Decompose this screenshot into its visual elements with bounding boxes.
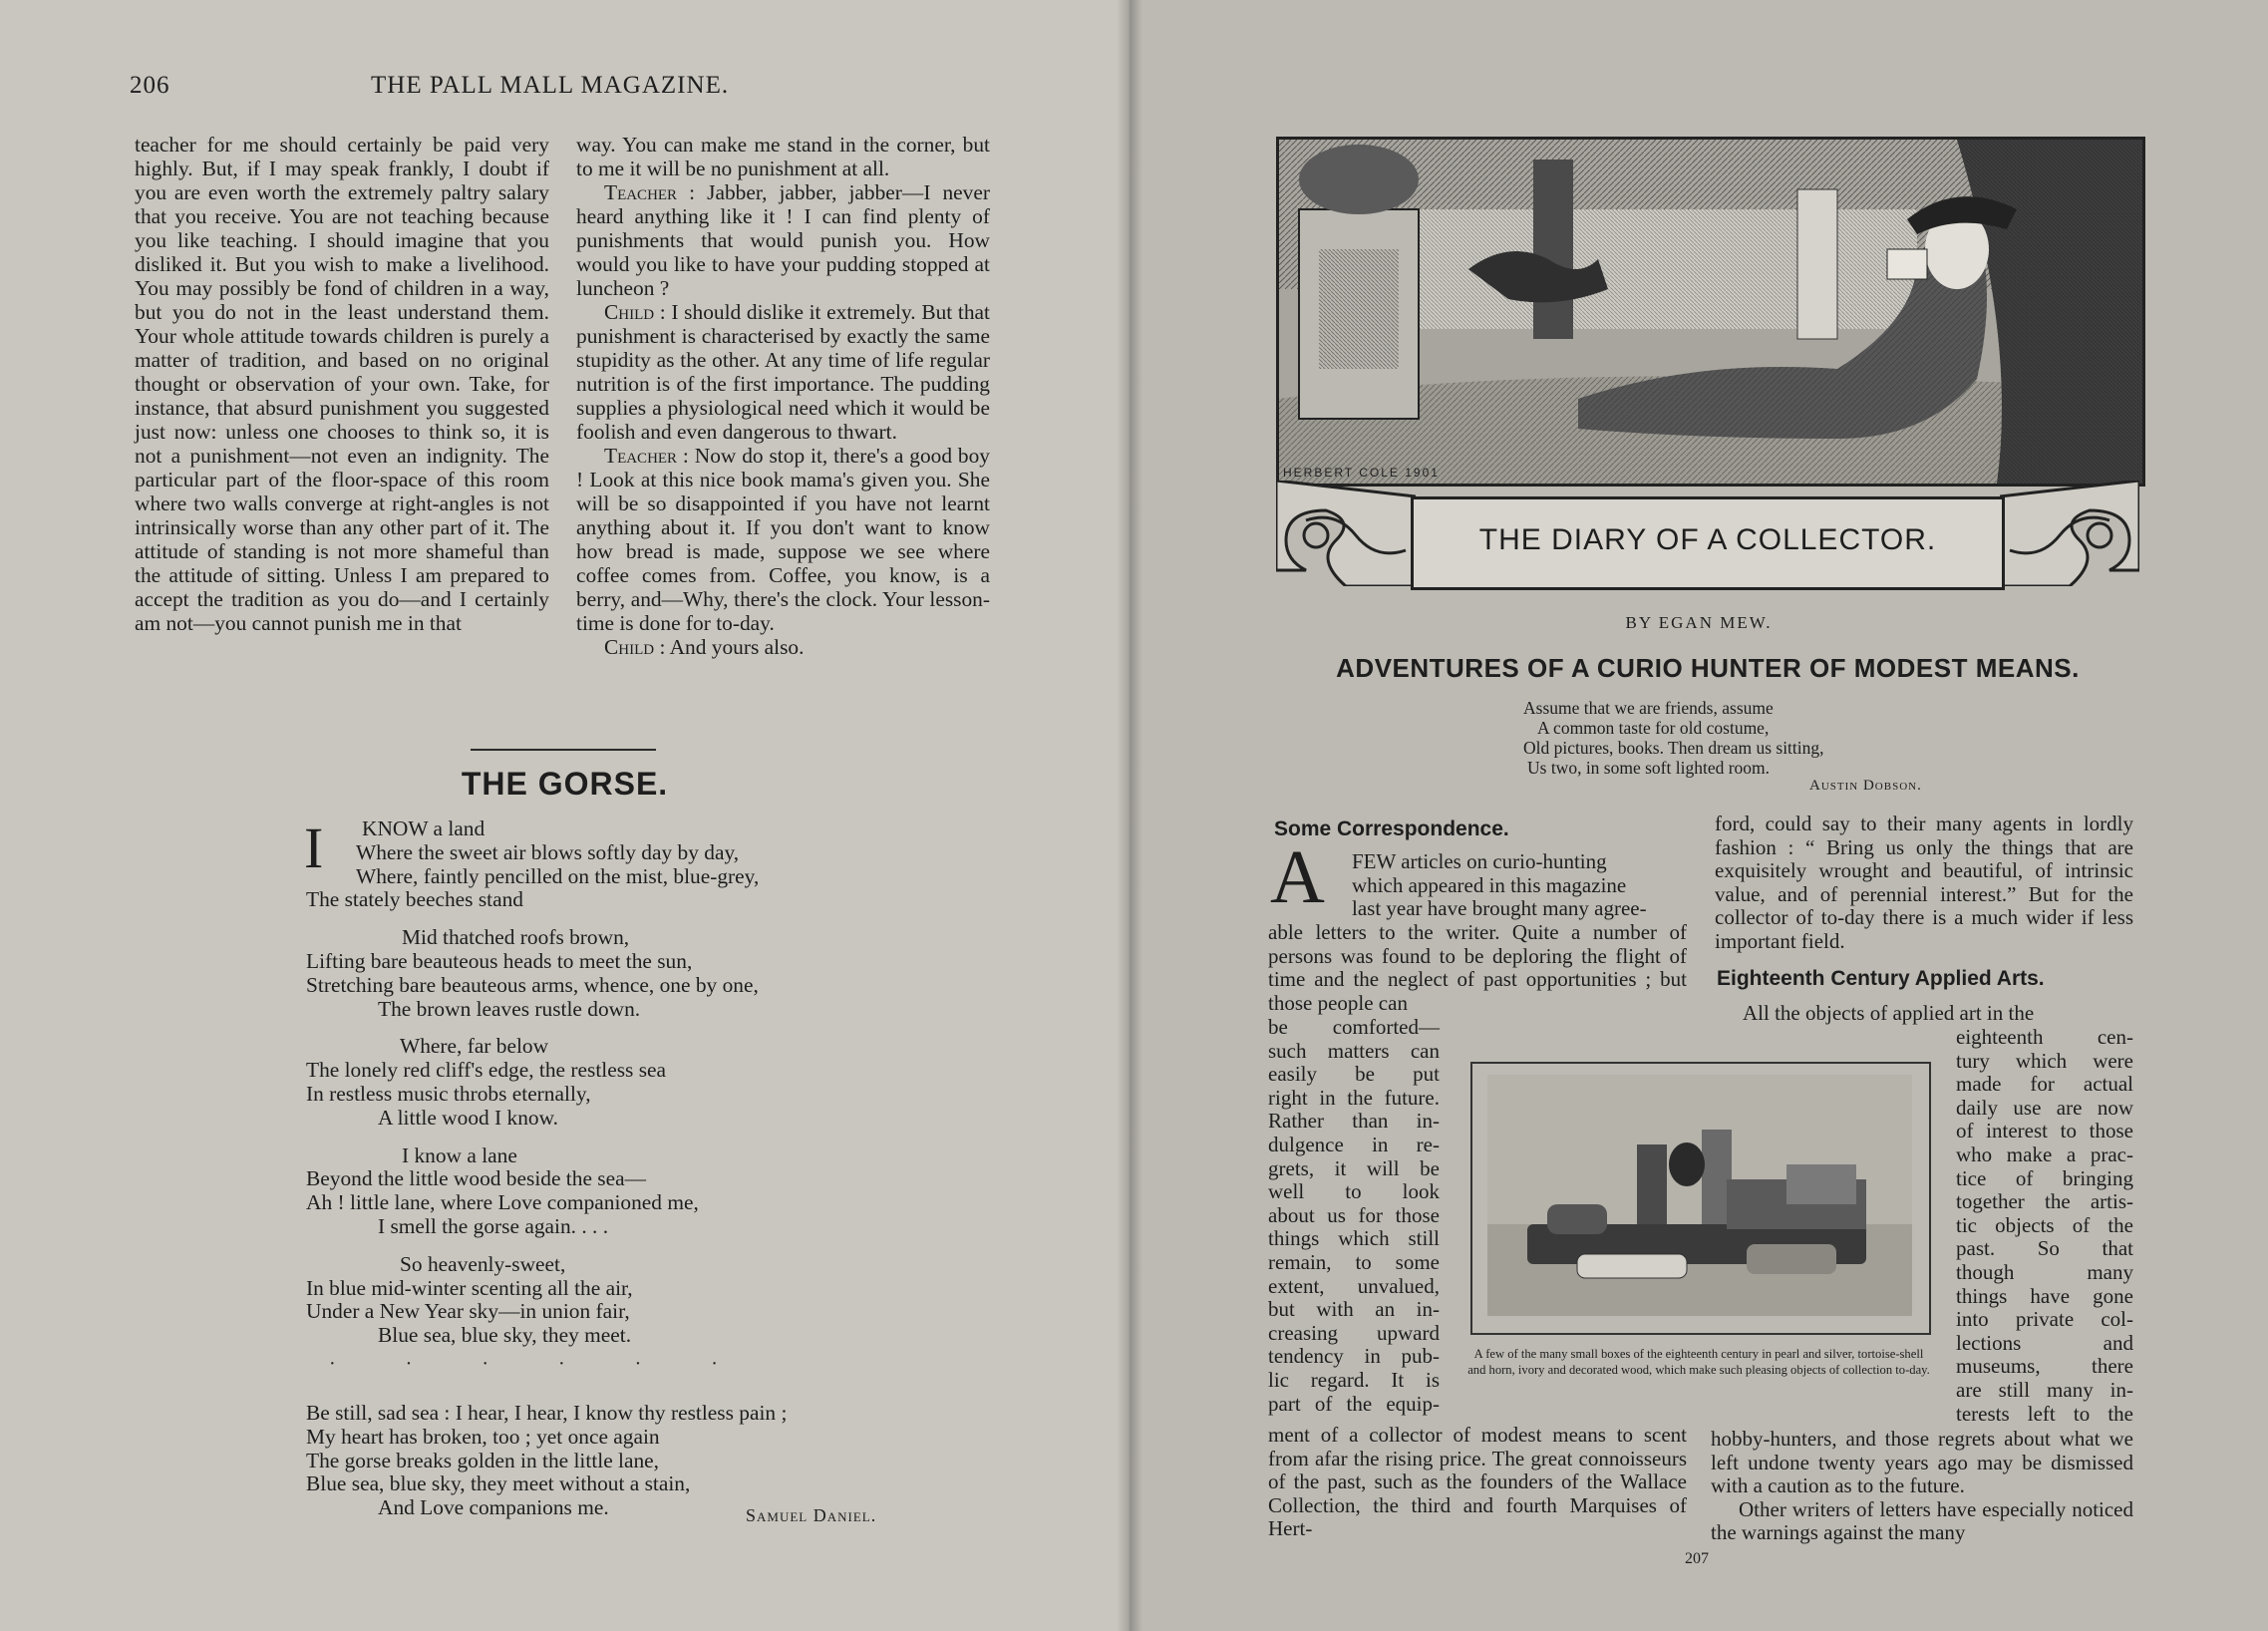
narrow-line: well to look [1268,1179,1440,1204]
poem-body [306,817,787,1520]
narrow-line: into private col- [1956,1307,2133,1332]
photo-caption: A few of the many small boxes of the eighteenth century in pearl and silver, tortoise-shell and horn, ivory and decorated wood, which make such pleasing objects of collection to-day. [1467,1347,1930,1377]
narrow-line: Rather than in- [1268,1109,1440,1134]
poem-author: Samuel Daniel. [746,1505,877,1525]
poem-line: Stretching bare beauteous arms, whence, one by one, [306,972,759,997]
narrow-line: creasing upward [1268,1320,1440,1345]
column-2-narrow-text [1956,1026,2133,1426]
poem-line: Mid thatched roofs brown, [402,925,630,950]
narrow-line: of interest to those [1956,1119,2133,1143]
poem-line: KNOW a land [362,816,486,840]
column-1-text: able letters to the writer. Quite a number of persons was found to be deploring the flight of time and the neglect of past opportunities ; but those people can [1268,920,1687,1015]
narrow-line: remain, to some [1268,1249,1440,1274]
narrow-line: made for actual [1956,1072,2133,1097]
boxes-image [1487,1075,1912,1316]
page-number-right: 207 [1685,1550,1709,1567]
narrow-line: easily be put [1268,1062,1440,1087]
illustration-artwork [1279,140,2142,484]
poem-line: Blue sea, blue sky, they meet without a stain, [306,1471,691,1496]
narrow-line: tendency in pub- [1268,1344,1440,1369]
poem-line: I smell the gorse again. . . . [378,1213,609,1238]
poem-drop-cap: I [304,816,324,880]
scroll-ornament-left [1276,481,1416,586]
scroll-ornament-right [2000,481,2139,586]
narrow-line: lic regard. It is [1268,1367,1440,1392]
poem-line: A little wood I know. [378,1105,559,1130]
header-illustration [1276,137,2145,487]
section-divider [471,749,656,751]
dialogue-paragraph: way. You can make me stand in the corner, but to me it will be no punishment at all. [576,133,990,180]
narrow-line: but with an in- [1268,1297,1440,1322]
illustrator-signature: HERBERT COLE 1901 [1283,466,1440,480]
poem-line: Blue sea, blue sky, they meet. [378,1323,632,1348]
narrow-line: who make a prac- [1956,1142,2133,1166]
article-subtitle: ADVENTURES OF A CURIO HUNTER OF MODEST MEANS. [1336,653,2080,683]
intro-line: last year have brought many agree- [1352,896,1647,921]
narrow-line: past. So that [1956,1236,2133,1261]
stanza-gap [306,912,787,926]
narrow-line: extent, unvalued, [1268,1273,1440,1298]
poem-line: Be still, sad sea : I hear, I hear, I know thy restless pain ; [306,1400,788,1425]
stanza-break-dots: · · · · · · [329,1353,718,1375]
poem-line: Where, far below [400,1034,549,1059]
poem-line: In blue mid-winter scenting all the air, [306,1275,633,1300]
narrow-line: about us for those [1268,1202,1440,1227]
narrow-line: things have gone [1956,1283,2133,1308]
poem-title: THE GORSE. [461,766,669,802]
poem-line: Where, faintly pencilled on the mist, blue-grey, [356,863,760,888]
narrow-line: right in the future. [1268,1085,1440,1110]
left-page [0,0,1130,1631]
narrow-line: tic objects of the [1956,1212,2133,1237]
poem-line: The lonely red cliff's edge, the restless sea [306,1058,667,1083]
poem-line: So heavenly-sweet, [400,1251,566,1276]
column-1-narrow-text [1268,1016,1440,1416]
stanza-gap [306,1239,787,1253]
stanza-gap [306,1021,787,1035]
narrow-line: eighteenth cen- [1956,1025,2133,1049]
narrow-line: dulgence in re- [1268,1132,1440,1156]
byline: BY EGAN MEW. [1625,613,1773,632]
narrow-line: terests left to the [1956,1401,2133,1426]
poem-line: Ah ! little lane, where Love companioned me, [306,1190,699,1215]
article-drop-cap: A [1270,835,1325,919]
dialogue-paragraph: Child : And yours also. [604,635,805,659]
intro-line: FEW articles on curio-hunting [1352,849,1607,873]
poem-line: Where the sweet air blows softly day by day, [356,839,740,864]
intro-line: which appeared in this magazine [1352,872,1627,897]
speaker-label: Child : [604,635,666,659]
narrow-line: such matters can [1268,1038,1440,1063]
dialogue-column-1 [135,133,549,635]
speaker-label: Teacher : [604,180,696,204]
narrow-line: tury which were [1956,1048,2133,1073]
narrow-line: daily use are now [1956,1095,2133,1120]
article-title-plate [1411,496,2005,590]
running-head: THE PALL MALL MAGAZINE. [371,72,730,99]
epigraph-line: Us two, in some soft lighted room. [1527,758,1771,778]
article-title: THE DIARY OF A COLLECTOR. [1478,523,1937,556]
narrow-line: though many [1956,1259,2133,1284]
epigraph-line: A common taste for old costume, [1537,718,1770,738]
dialogue-column-2 [576,133,990,659]
column-2-bottom-text [1711,1428,2133,1545]
poem-line: Beyond the little wood beside the sea— [306,1166,646,1191]
page-number-left: 206 [130,72,170,99]
dialogue-paragraph: Child : I should dislike it extremely. But that punishment is characterised by exactly the same stupidity as the other. At any time of life regular nutrition is of the first importance. The pudding supplies a physiological need which it would be foolish and even dangerous to thwart. [576,300,990,444]
dialogue-paragraph: teacher for me should certainly be paid very highly. But, if I may speak frankly, I doubt if you are even worth the extremely paltry salary that you receive. You are not teaching because you like teaching. I should imagine that you disliked it. But you wish to make a livelihood. You may possibly be fond of children in a way, but you do not in the least understand them. Your whole attitude towards children is purely a matter of tradition, and based on no original thought or observation of your own. Take, for instance, that absurd punishment you suggested just now: unless one chooses to think so, it is not a punishment—not even an indignity. The particular part of the floor-space of this room where two walls converge at right-angles is not intrinsically worse than any other part of it. The attitude of standing is not more shameful than the attitude of sitting. Unless I am prepared to accept the tradition as you do—and I certainly am not—you cannot punish me in that [135,133,549,635]
narrow-line: museums, there [1956,1354,2133,1379]
poem-line: The stately beeches stand [306,887,523,912]
stanza-gap [306,1131,787,1144]
dialogue-paragraph: Teacher : Now do stop it, there's a good boy ! Look at this nice book mama's given you. She will be so disappointed if you have not learnt anything about it. If you don't want to know how bread is made, suppose we see where coffee comes from. Coffee, you know, is a berry, and—Why, there's the clock. Your lesson-time is done for to-day. [576,444,990,635]
narrow-line: part of the equip- [1268,1391,1440,1416]
narrow-line: things which still [1268,1226,1440,1251]
epigraph-author: Austin Dobson. [1809,778,1922,794]
poem-line: The gorse breaks golden in the little lane, [306,1448,660,1472]
column-2-lead: All the objects of applied art in the [1743,1001,2035,1025]
narrow-line: lections and [1956,1330,2133,1355]
collection-boxes-photo [1487,1075,1912,1316]
column-2-paragraph: Other writers of letters have especially noticed the warnings against the many [1711,1496,2133,1545]
narrow-line: be comforted— [1268,1015,1440,1039]
column-2-paragraph: hobby-hunters, and those regrets about what we left undone twenty years ago may be dismissed with a caution as to the future. [1711,1427,2133,1498]
narrow-line: together the artis- [1956,1189,2133,1214]
narrow-line: are still many in- [1956,1377,2133,1402]
intro-lines [1352,850,1687,921]
epigraph-line: Assume that we are friends, assume [1523,698,1774,718]
column-1-bottom-text: ment of a collector of modest means to scent from afar the rising price. The great connoisseurs of the past, such as the founders of the Wallace Collection, the third and fourth Marquises of Hert- [1268,1423,1687,1541]
narrow-line: grets, it will be [1268,1155,1440,1180]
poem-line: The brown leaves rustle down. [378,996,641,1021]
speaker-label: Child : [604,300,666,324]
dialogue-paragraph: Teacher : Jabber, jabber, jabber—I never heard anything like it ! I can find plenty of punishments that would punish you. How would you like to have your pudding stopped at luncheon ? [576,180,990,300]
poem-line: Lifting bare beauteous heads to meet the sun, [306,948,693,973]
speaker-label: Teacher : [604,444,689,468]
epigraph-line: Old pictures, books. Then dream us sitting, [1523,738,1824,758]
epigraph [1523,698,1824,778]
poem-line: And Love companions me. [378,1495,609,1520]
poem-line: My heart has broken, too ; yet once again [306,1424,660,1449]
section-heading-correspondence: Some Correspondence. [1274,817,1509,840]
poem-line: In restless music throbs eternally, [306,1081,591,1106]
column-2-top-text: ford, could say to their many agents in lordly fashion : “ Bring us only the things that are exquisitely wrought and beautiful, of intrinsic value, and of perennial interest.” But for the collector of to-day there is a much wider if less important field. [1715,812,2133,953]
poem-line: Under a New Year sky—in union fair, [306,1299,630,1324]
narrow-line: tice of bringing [1956,1165,2133,1190]
section-heading-applied-arts: Eighteenth Century Applied Arts. [1717,967,2045,990]
poem-line: I know a lane [402,1142,517,1167]
